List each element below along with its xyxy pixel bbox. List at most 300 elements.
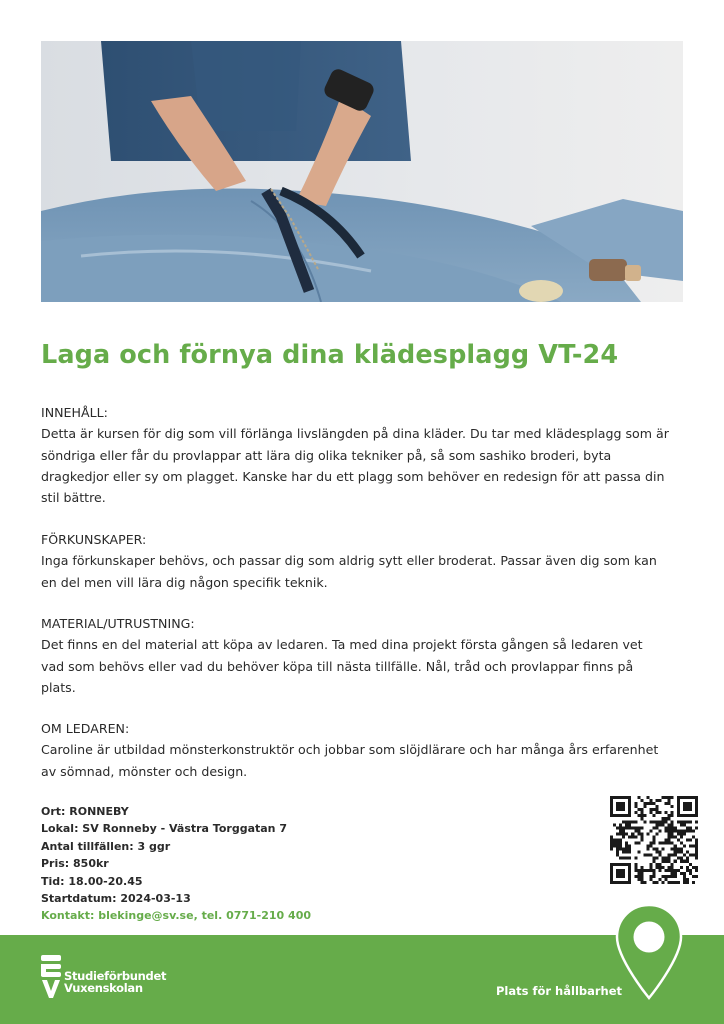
qr-module xyxy=(668,823,671,826)
qr-module xyxy=(668,814,671,817)
qr-module xyxy=(665,860,668,863)
qr-module xyxy=(613,863,616,866)
qr-module xyxy=(634,802,637,805)
section-line: en del men vill lära dig någon specifik teknik. xyxy=(41,574,328,590)
qr-module xyxy=(628,799,631,802)
qr-module xyxy=(692,854,695,857)
qr-module xyxy=(668,860,671,863)
qr-module xyxy=(622,829,625,832)
qr-module xyxy=(634,869,637,872)
qr-module xyxy=(619,845,622,848)
qr-module xyxy=(622,881,625,884)
section-heading: OM LEDAREN: xyxy=(41,721,130,736)
qr-module xyxy=(671,826,674,829)
qr-module xyxy=(610,835,613,838)
qr-module xyxy=(646,802,649,805)
qr-module xyxy=(610,848,613,851)
qr-module xyxy=(680,848,683,851)
qr-module xyxy=(680,857,683,860)
qr-module xyxy=(622,863,625,866)
qr-module xyxy=(662,857,665,860)
qr-module xyxy=(610,842,613,845)
qr-module xyxy=(659,863,662,866)
qr-module xyxy=(671,842,674,845)
qr-module xyxy=(616,796,619,799)
qr-module xyxy=(677,857,680,860)
qr-module xyxy=(622,869,625,872)
qr-module xyxy=(649,811,652,814)
qr-module xyxy=(610,866,613,869)
sv-logo-icon xyxy=(41,955,65,999)
qr-module xyxy=(686,857,689,860)
qr-module xyxy=(668,829,671,832)
qr-module xyxy=(640,799,643,802)
qr-module xyxy=(640,875,643,878)
qr-module xyxy=(616,845,619,848)
qr-module xyxy=(634,826,637,829)
qr-module xyxy=(677,848,680,851)
qr-module xyxy=(668,842,671,845)
qr-module xyxy=(613,845,616,848)
qr-module xyxy=(689,808,692,811)
qr-module xyxy=(671,848,674,851)
qr-module xyxy=(695,875,698,878)
qr-module xyxy=(695,848,698,851)
qr-module xyxy=(680,796,683,799)
qr-module xyxy=(619,808,622,811)
qr-module xyxy=(619,832,622,835)
qr-module xyxy=(616,838,619,841)
qr-module xyxy=(671,866,674,869)
qr-module xyxy=(640,814,643,817)
qr-module xyxy=(677,881,680,884)
qr-module xyxy=(695,857,698,860)
qr-module xyxy=(640,808,643,811)
qr-module xyxy=(677,802,680,805)
qr-module xyxy=(668,854,671,857)
qr-module xyxy=(668,866,671,869)
qr-module xyxy=(656,857,659,860)
qr-module xyxy=(628,872,631,875)
qr-module xyxy=(668,796,671,799)
qr-module xyxy=(649,845,652,848)
detail-pris: Pris: 850kr xyxy=(41,857,109,871)
qr-module xyxy=(665,817,668,820)
qr-module xyxy=(652,835,655,838)
qr-module xyxy=(625,857,628,860)
qr-module xyxy=(619,838,622,841)
qr-module xyxy=(683,860,686,863)
qr-module xyxy=(652,881,655,884)
qr-module xyxy=(622,826,625,829)
section-material xyxy=(41,613,691,698)
qr-module xyxy=(683,872,686,875)
qr-module xyxy=(625,842,628,845)
qr-module xyxy=(610,838,613,841)
qr-module xyxy=(662,860,665,863)
qr-module xyxy=(692,845,695,848)
qr-module xyxy=(610,881,613,884)
section-line: stil bättre. xyxy=(41,490,106,506)
qr-module xyxy=(640,878,643,881)
qr-module xyxy=(671,820,674,823)
qr-module xyxy=(677,811,680,814)
qr-module xyxy=(625,814,628,817)
qr-module xyxy=(656,811,659,814)
qr-module xyxy=(634,857,637,860)
qr-module xyxy=(656,820,659,823)
qr-module xyxy=(683,881,686,884)
qr-module xyxy=(680,823,683,826)
qr-module xyxy=(692,835,695,838)
qr-module xyxy=(662,842,665,845)
qr-module xyxy=(668,881,671,884)
qr-module xyxy=(689,796,692,799)
qr-module xyxy=(662,823,665,826)
qr-module xyxy=(662,866,665,869)
qr-module xyxy=(637,875,640,878)
qr-module xyxy=(631,826,634,829)
qr-module xyxy=(625,881,628,884)
qr-module xyxy=(659,823,662,826)
qr-module xyxy=(616,869,619,872)
qr-module xyxy=(652,842,655,845)
qr-module xyxy=(652,872,655,875)
qr-module xyxy=(686,820,689,823)
qr-module xyxy=(613,881,616,884)
qr-module xyxy=(686,814,689,817)
qr-module xyxy=(689,869,692,872)
qr-module xyxy=(665,820,668,823)
qr-module xyxy=(662,848,665,851)
qr-module xyxy=(674,854,677,857)
qr-module xyxy=(683,802,686,805)
course-details xyxy=(41,803,311,925)
qr-module xyxy=(628,820,631,823)
qr-module xyxy=(656,832,659,835)
qr-module xyxy=(656,851,659,854)
qr-module xyxy=(671,881,674,884)
qr-module xyxy=(613,842,616,845)
qr-module xyxy=(610,814,613,817)
qr-module xyxy=(622,802,625,805)
qr-module xyxy=(680,851,683,854)
qr-module xyxy=(668,869,671,872)
qr-module xyxy=(683,854,686,857)
qr-module xyxy=(695,838,698,841)
qr-module xyxy=(625,848,628,851)
qr-module xyxy=(671,875,674,878)
qr-module xyxy=(616,814,619,817)
qr-module xyxy=(689,802,692,805)
qr-module xyxy=(616,854,619,857)
section-line: vad som behövs eller vad du behöver köpa till nästa tillfälle. Nål, tråd och provlappar finns på xyxy=(41,658,634,674)
qr-module xyxy=(659,869,662,872)
qr-module xyxy=(649,854,652,857)
qr-module xyxy=(616,802,619,805)
qr-module xyxy=(637,878,640,881)
qr-module xyxy=(610,872,613,875)
qr-module xyxy=(610,863,613,866)
qr-module xyxy=(680,829,683,832)
qr-module xyxy=(677,838,680,841)
qr-module xyxy=(616,805,619,808)
qr-module xyxy=(619,829,622,832)
qr-module xyxy=(619,848,622,851)
qr-module xyxy=(649,802,652,805)
page-title: Laga och förnya dina klädesplagg VT-24 xyxy=(41,340,619,370)
qr-module xyxy=(652,848,655,851)
qr-module xyxy=(625,823,628,826)
qr-module xyxy=(637,814,640,817)
qr-module xyxy=(686,826,689,829)
qr-module xyxy=(671,872,674,875)
qr-module xyxy=(628,835,631,838)
qr-module xyxy=(668,826,671,829)
qr-module xyxy=(686,851,689,854)
qr-module xyxy=(634,835,637,838)
qr-module xyxy=(613,814,616,817)
qr-module xyxy=(656,823,659,826)
section-line: Detta är kursen för dig som vill förlänga livslängden på dina kläder. Du tar med klädesplagg som är xyxy=(41,426,669,442)
qr-module xyxy=(625,796,628,799)
qr-module xyxy=(668,832,671,835)
qr-module xyxy=(652,814,655,817)
section-innehall xyxy=(41,402,691,508)
qr-module xyxy=(643,820,646,823)
qr-module xyxy=(634,805,637,808)
footer-tagline: Plats för hållbarhet xyxy=(496,984,623,998)
qr-module xyxy=(677,799,680,802)
qr-module xyxy=(680,866,683,869)
qr-module xyxy=(646,854,649,857)
qr-module xyxy=(619,869,622,872)
qr-module xyxy=(695,854,698,857)
logo-line-1: Studieförbundet xyxy=(64,969,167,983)
qr-module xyxy=(637,796,640,799)
qr-module xyxy=(610,805,613,808)
section-forkunskaper xyxy=(41,529,691,593)
qr-module xyxy=(622,805,625,808)
qr-module xyxy=(628,878,631,881)
qr-module xyxy=(628,796,631,799)
qr-module xyxy=(610,811,613,814)
qr-module xyxy=(671,854,674,857)
qr-module xyxy=(665,811,668,814)
qr-module xyxy=(659,799,662,802)
qr-module xyxy=(677,820,680,823)
qr-module xyxy=(619,872,622,875)
detail-ort: Ort: RONNEBY xyxy=(41,805,129,818)
qr-module xyxy=(613,796,616,799)
qr-module xyxy=(622,814,625,817)
qr-module xyxy=(689,838,692,841)
qr-module xyxy=(628,869,631,872)
qr-module xyxy=(683,820,686,823)
detail-lokal: Lokal: SV Ronneby - Västra Torggatan 7 xyxy=(41,822,287,836)
qr-module xyxy=(631,832,634,835)
qr-module xyxy=(662,875,665,878)
qr-module xyxy=(652,808,655,811)
qr-module xyxy=(628,881,631,884)
qr-module xyxy=(622,875,625,878)
qr-module xyxy=(634,866,637,869)
qr-module xyxy=(628,863,631,866)
qr-module xyxy=(662,820,665,823)
qr-module xyxy=(619,857,622,860)
qr-module xyxy=(649,869,652,872)
qr-module xyxy=(695,796,698,799)
qr-module xyxy=(640,835,643,838)
qr-module xyxy=(659,842,662,845)
section-line: Det finns en del material att köpa av ledaren. Ta med dina projekt första gången så ledaren vet xyxy=(41,637,643,653)
qr-module xyxy=(659,866,662,869)
qr-module xyxy=(665,857,668,860)
qr-module xyxy=(683,808,686,811)
qr-module xyxy=(665,802,668,805)
qr-module xyxy=(686,869,689,872)
qr-module xyxy=(640,832,643,835)
qr-module xyxy=(652,869,655,872)
qr-module xyxy=(683,845,686,848)
qr-module xyxy=(677,869,680,872)
qr-module xyxy=(637,872,640,875)
qr-module xyxy=(628,823,631,826)
qr-module xyxy=(662,881,665,884)
section-line: dragkedjor eller sy om plagget. Kanske har du ett plagg som behöver en redesign för att passa din xyxy=(41,468,665,484)
qr-module xyxy=(628,875,631,878)
qr-module xyxy=(634,842,637,845)
qr-module xyxy=(622,872,625,875)
qr-module xyxy=(662,817,665,820)
qr-module xyxy=(640,869,643,872)
qr-module xyxy=(634,811,637,814)
qr-module xyxy=(671,832,674,835)
qr-module xyxy=(631,820,634,823)
qr-module xyxy=(637,832,640,835)
qr-module xyxy=(616,808,619,811)
qr-module xyxy=(656,808,659,811)
qr-module xyxy=(668,875,671,878)
qr-module xyxy=(634,875,637,878)
qr-module xyxy=(610,845,613,848)
qr-module xyxy=(656,866,659,869)
qr-module xyxy=(674,851,677,854)
qr-module xyxy=(640,817,643,820)
qr-module xyxy=(659,854,662,857)
qr-module xyxy=(643,814,646,817)
section-heading: INNEHÅLL: xyxy=(41,405,108,420)
qr-module xyxy=(656,799,659,802)
qr-module xyxy=(619,823,622,826)
qr-module xyxy=(671,863,674,866)
qr-module xyxy=(659,851,662,854)
qr-module xyxy=(683,823,686,826)
qr-module xyxy=(668,799,671,802)
qr-module xyxy=(637,808,640,811)
qr-module xyxy=(622,820,625,823)
qr-module xyxy=(610,802,613,805)
qr-module xyxy=(695,826,698,829)
qr-module xyxy=(665,842,668,845)
qr-module xyxy=(692,875,695,878)
qr-module xyxy=(631,835,634,838)
qr-module xyxy=(652,857,655,860)
qr-module xyxy=(616,851,619,854)
qr-module xyxy=(628,866,631,869)
qr-module xyxy=(683,829,686,832)
qr-module xyxy=(622,857,625,860)
qr-module xyxy=(683,878,686,881)
qr-module xyxy=(695,811,698,814)
qr-module xyxy=(622,851,625,854)
qr-module xyxy=(649,863,652,866)
qr-module xyxy=(622,835,625,838)
qr-module xyxy=(619,805,622,808)
qr-module xyxy=(671,805,674,808)
qr-module xyxy=(616,863,619,866)
qr-module xyxy=(625,845,628,848)
qr-module xyxy=(677,808,680,811)
qr-module xyxy=(692,796,695,799)
qr-module xyxy=(695,842,698,845)
qr-module xyxy=(671,835,674,838)
qr-module xyxy=(619,863,622,866)
qr-module xyxy=(692,814,695,817)
qr-module xyxy=(640,881,643,884)
qr-module xyxy=(649,829,652,832)
qr-module xyxy=(695,820,698,823)
qr-module xyxy=(628,802,631,805)
qr-module xyxy=(656,805,659,808)
qr-module xyxy=(665,829,668,832)
qr-module xyxy=(665,826,668,829)
qr-module xyxy=(628,851,631,854)
qr-module xyxy=(643,869,646,872)
qr-module xyxy=(628,826,631,829)
qr-module xyxy=(689,814,692,817)
qr-module xyxy=(659,878,662,881)
detail-tid: Tid: 18.00-20.45 xyxy=(41,874,143,888)
qr-module xyxy=(610,878,613,881)
qr-module xyxy=(692,829,695,832)
qr-module xyxy=(674,835,677,838)
qr-code xyxy=(610,796,698,884)
qr-module xyxy=(622,848,625,851)
qr-module xyxy=(668,802,671,805)
qr-module xyxy=(695,851,698,854)
qr-module xyxy=(674,826,677,829)
qr-module xyxy=(643,802,646,805)
qr-module xyxy=(649,875,652,878)
qr-module xyxy=(665,796,668,799)
qr-module xyxy=(628,857,631,860)
qr-module xyxy=(689,863,692,866)
qr-module xyxy=(680,832,683,835)
qr-module xyxy=(659,820,662,823)
qr-module xyxy=(692,881,695,884)
qr-module xyxy=(616,875,619,878)
qr-module xyxy=(634,829,637,832)
qr-module xyxy=(619,842,622,845)
qr-module xyxy=(671,814,674,817)
qr-module xyxy=(616,842,619,845)
qr-module xyxy=(640,826,643,829)
qr-module xyxy=(649,808,652,811)
detail-kontakt: Kontakt: blekinge@sv.se, tel. 0771-210 400 xyxy=(41,909,312,923)
detail-startdatum: Startdatum: 2024-03-13 xyxy=(41,892,191,906)
qr-module xyxy=(689,854,692,857)
